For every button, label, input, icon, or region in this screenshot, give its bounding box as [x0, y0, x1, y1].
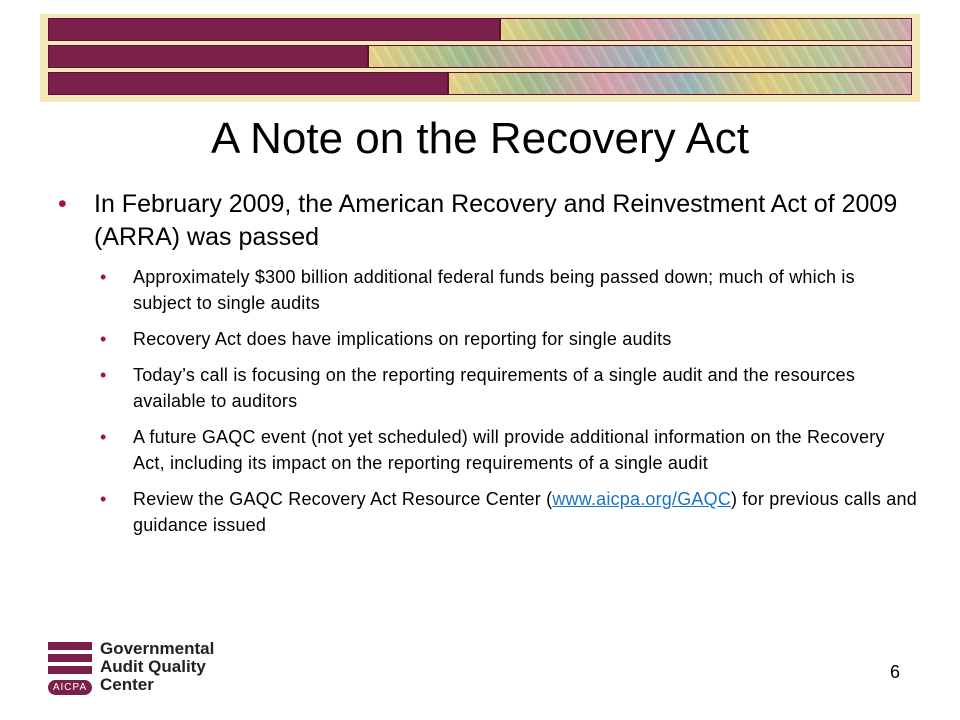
sub-bullet-text: Today’s call is focusing on the reporting requirements of a single audit and the resources available to auditors — [133, 365, 856, 411]
sub-bullet — [100, 486, 918, 538]
banner-bar-1 — [48, 18, 912, 41]
bullet-icon: • — [100, 267, 107, 287]
resource-text-after: ) for previous calls and guidance issued — [133, 489, 917, 535]
page-number: 6 — [890, 662, 901, 682]
logo-line-2: Audit Quality Center — [100, 657, 206, 694]
logo-line-1: Governmental — [100, 639, 215, 658]
slide-title: A Note on the Recovery Act — [210, 114, 750, 163]
aicpa-badge: AICPA — [48, 680, 92, 695]
banner-bar-3 — [48, 72, 912, 95]
sub-bullet — [100, 264, 918, 316]
header-banner — [40, 14, 920, 102]
sub-bullet-text: A future GAQC event (not yet scheduled) will provide additional information on the Recovery Act, including its impact on the reporting requirements of a single audit — [133, 427, 885, 473]
logo-stripe — [48, 642, 92, 650]
bullet-icon: • — [100, 489, 107, 509]
main-bullet-text: In February 2009, the American Recovery and Reinvestment Act of 2009 (ARRA) was passed — [94, 190, 898, 251]
bullet-icon: • — [58, 190, 67, 218]
logo-stripe — [48, 654, 92, 662]
sub-bullet-text: Approximately $300 billion additional federal funds being passed down; much of which is subject to single audits — [133, 267, 855, 313]
resource-text-before: Review the GAQC Recovery Act Resource Center ( — [133, 489, 553, 509]
sub-bullet — [100, 424, 918, 476]
banner-bar-2 — [48, 45, 912, 68]
gaqc-logo — [48, 640, 258, 700]
sub-bullet — [100, 326, 918, 352]
logo-stripe — [48, 666, 92, 674]
bullet-icon: • — [100, 329, 107, 349]
slide-content — [58, 188, 918, 548]
gaqc-link[interactable]: www.aicpa.org/GAQC — [552, 489, 732, 509]
bullet-icon: • — [100, 427, 107, 447]
bullet-icon: • — [100, 365, 107, 385]
sub-bullet — [100, 362, 918, 414]
sub-bullet-text: Recovery Act does have implications on reporting for single audits — [133, 329, 672, 349]
main-bullet — [58, 188, 918, 254]
